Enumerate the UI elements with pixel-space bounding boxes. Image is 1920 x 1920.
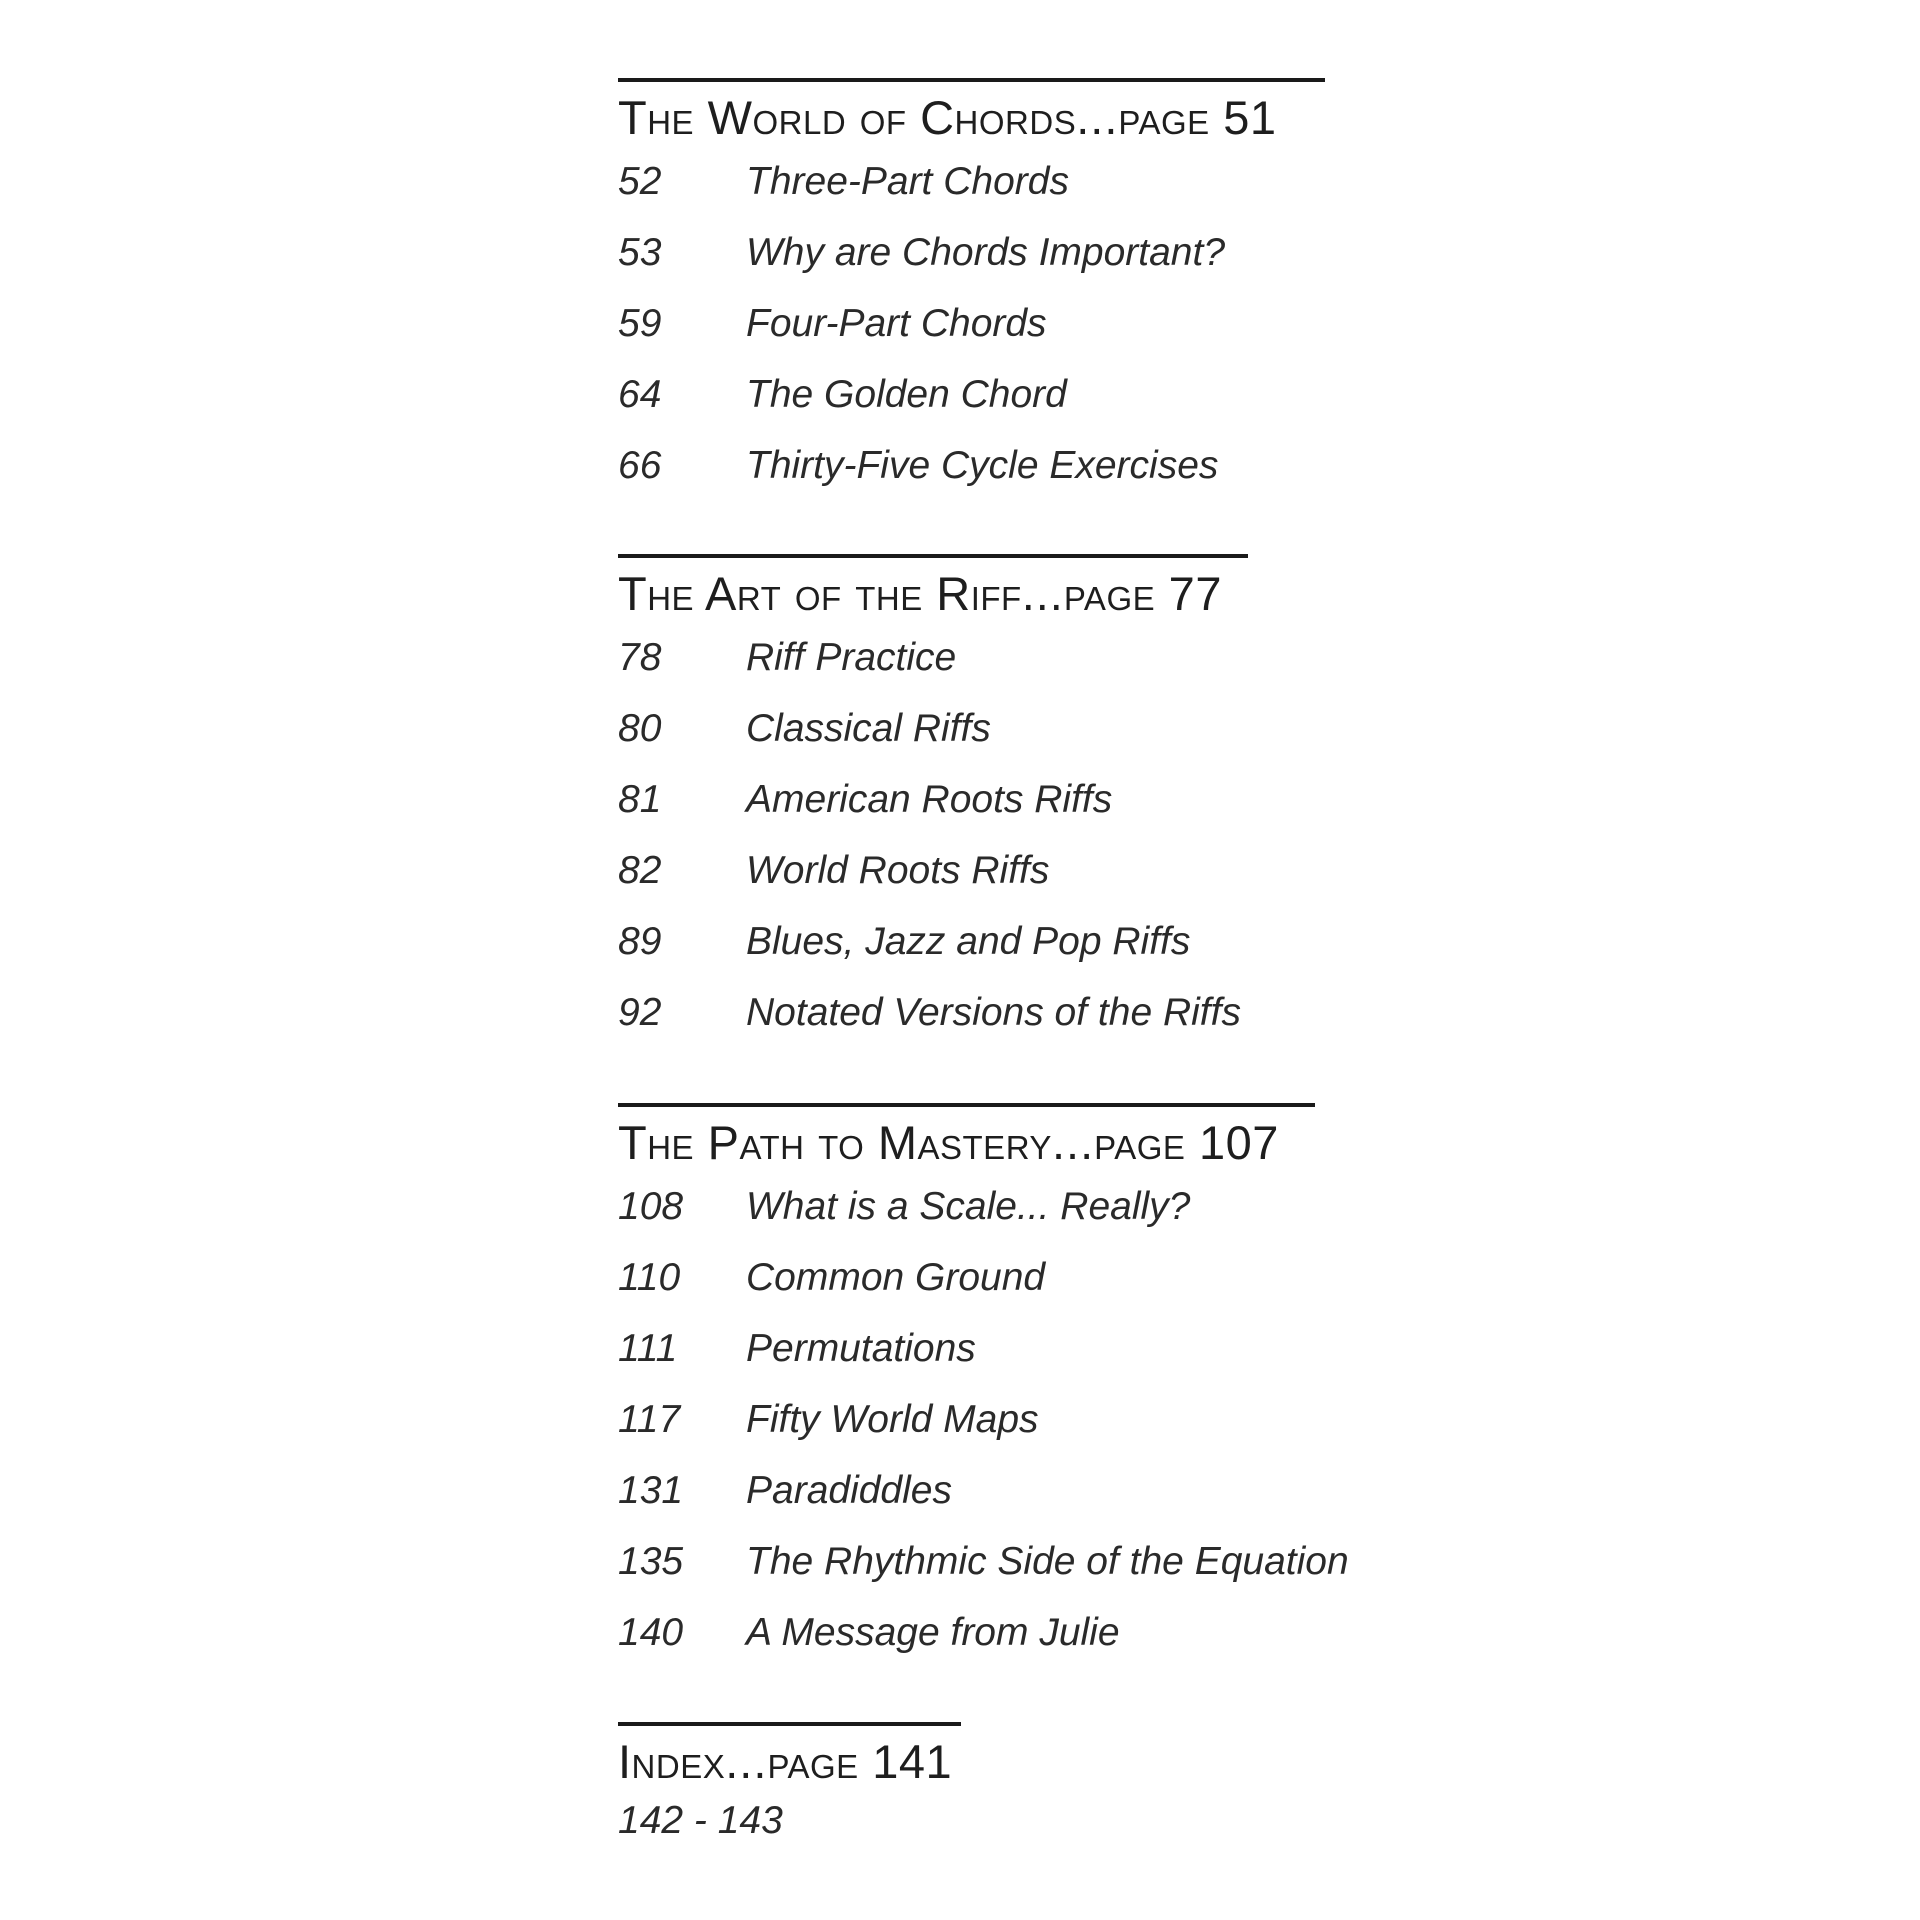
entry-page-number: 64 — [618, 373, 662, 416]
section-divider — [618, 554, 1248, 558]
section-heading — [618, 566, 1248, 622]
entry-page-number: 131 — [618, 1469, 684, 1512]
entry-page-number: 80 — [618, 707, 662, 750]
entry-title: The Rhythmic Side of the Equation — [746, 1540, 1349, 1583]
entry-title: Four-Part Chords — [746, 302, 1047, 345]
section-page: page 107 — [1094, 1116, 1279, 1169]
entry-page-number: 59 — [618, 302, 662, 345]
section-separator: ... — [1021, 567, 1064, 620]
toc-entry — [618, 1384, 1315, 1455]
entry-page-number: 117 — [618, 1398, 681, 1441]
toc-section-path-to-mastery — [618, 1103, 1349, 1668]
toc-entry — [618, 764, 1248, 835]
entry-page-number: 53 — [618, 231, 662, 274]
entry-title: The Golden Chord — [746, 373, 1067, 416]
entry-title: Fifty World Maps — [746, 1398, 1039, 1441]
entry-page-number: 81 — [618, 778, 662, 821]
entry-page-number: 110 — [618, 1256, 681, 1299]
toc-entry — [618, 1455, 1315, 1526]
entry-page-number: 66 — [618, 444, 662, 487]
entry-page-number: 140 — [618, 1611, 684, 1654]
entry-list — [618, 622, 1248, 1048]
entry-page-number: 78 — [618, 636, 662, 679]
section-title: The Path to Mastery — [618, 1116, 1052, 1169]
entry-title: World Roots Riffs — [746, 849, 1050, 892]
section-page: page 141 — [767, 1735, 953, 1788]
section-divider — [618, 1722, 961, 1726]
toc-entry — [618, 1597, 1315, 1668]
index-page-range: 142 - 143 — [618, 1799, 783, 1842]
entry-title: Thirty-Five Cycle Exercises — [746, 444, 1219, 487]
entry-title: Paradiddles — [746, 1469, 952, 1512]
toc-entry — [618, 977, 1248, 1048]
entry-page-number: 135 — [618, 1540, 684, 1583]
entry-title: Why are Chords Important? — [746, 231, 1226, 274]
toc-section-world-of-chords — [618, 78, 1325, 501]
section-separator: ... — [1076, 91, 1119, 144]
toc-entry — [618, 906, 1248, 977]
toc-section-art-of-the-riff — [618, 554, 1248, 1048]
entry-title: What is a Scale... Really? — [746, 1185, 1191, 1228]
entry-page-number: 89 — [618, 920, 662, 963]
section-page: page 77 — [1063, 567, 1222, 620]
entry-list — [618, 1171, 1349, 1668]
entry-list — [618, 146, 1325, 501]
toc-entry — [618, 288, 1325, 359]
section-title: The World of Chords — [618, 91, 1077, 144]
section-heading — [618, 1734, 961, 1790]
section-heading — [618, 1115, 1315, 1171]
entry-title: American Roots Riffs — [746, 778, 1113, 821]
entry-title: Notated Versions of the Riffs — [746, 991, 1241, 1034]
toc-entry — [618, 622, 1248, 693]
toc-entry — [618, 217, 1325, 288]
entry-title: A Message from Julie — [746, 1611, 1120, 1654]
section-title: The Art of the Riff — [618, 567, 1022, 620]
toc-entry — [618, 1526, 1349, 1597]
toc-section-index — [618, 1722, 961, 1852]
entry-page-number: 92 — [618, 991, 662, 1034]
entry-title: Permutations — [746, 1327, 976, 1370]
toc-entry — [618, 1313, 1315, 1384]
toc-entry — [618, 1171, 1315, 1242]
entry-page-number: 52 — [618, 160, 662, 203]
section-separator: ... — [1051, 1116, 1095, 1169]
entry-page-number: 108 — [618, 1185, 684, 1228]
section-divider — [618, 1103, 1315, 1107]
entry-title: Classical Riffs — [746, 707, 991, 750]
toc-entry — [618, 146, 1325, 217]
toc-entry — [618, 693, 1248, 764]
toc-entry — [618, 430, 1325, 501]
entry-title: Blues, Jazz and Pop Riffs — [746, 920, 1191, 963]
toc-entry — [618, 1242, 1315, 1313]
entry-title: Common Ground — [746, 1256, 1046, 1299]
toc-entry — [618, 359, 1325, 430]
section-title: Index — [618, 1735, 726, 1788]
section-heading — [618, 90, 1325, 146]
entry-page-number: 82 — [618, 849, 662, 892]
entry-title: Three-Part Chords — [746, 160, 1069, 203]
section-separator: ... — [725, 1735, 768, 1788]
section-divider — [618, 78, 1325, 82]
section-page: page 51 — [1118, 91, 1277, 144]
toc-entry — [618, 835, 1248, 906]
entry-title: Riff Practice — [746, 636, 957, 679]
entry-page-number: 111 — [618, 1327, 678, 1370]
